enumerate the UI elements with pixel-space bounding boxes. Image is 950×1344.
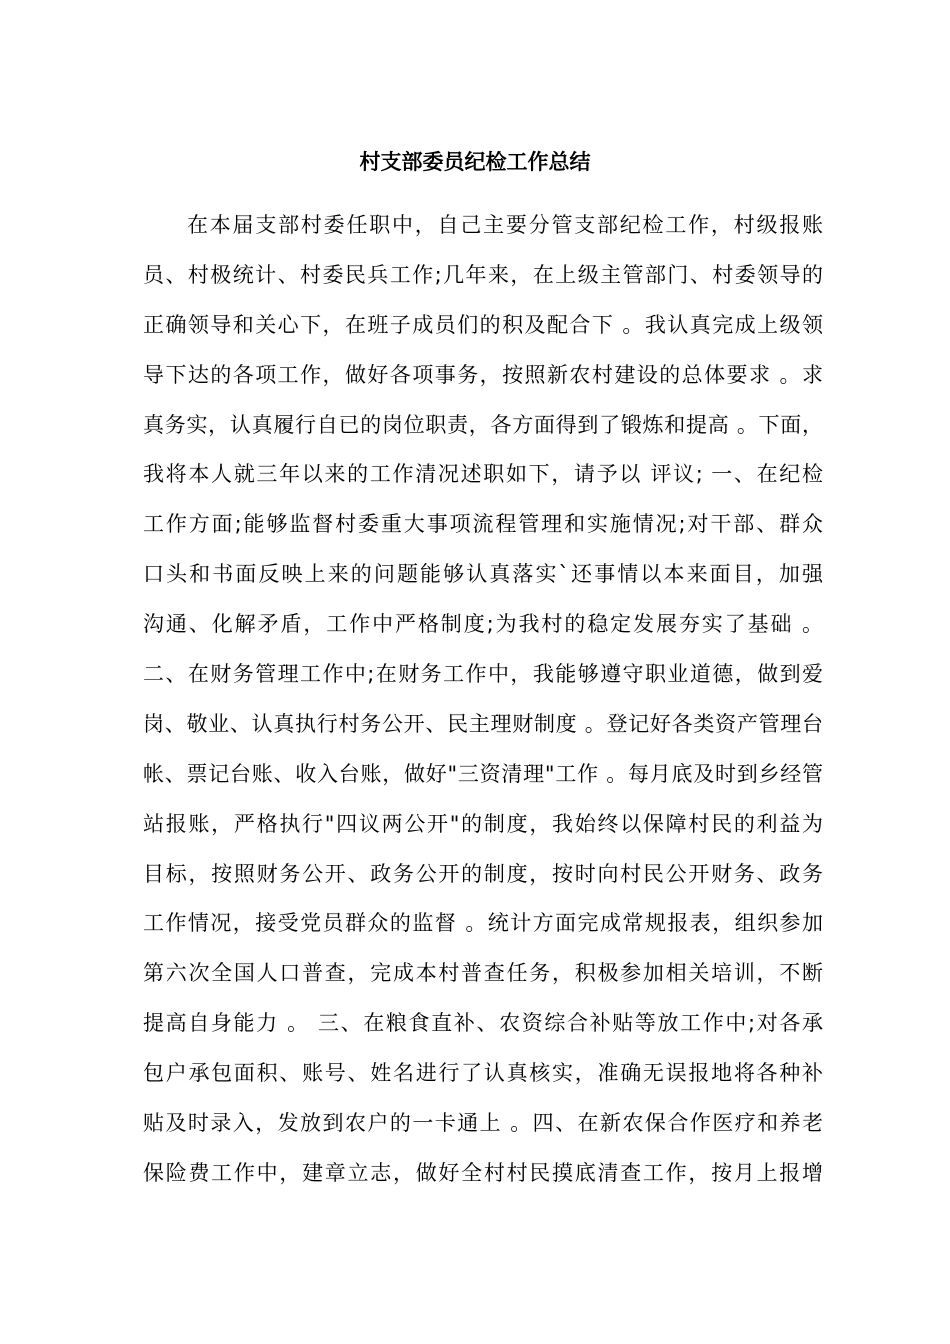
body-line: 员、村极统计、村委民兵工作;几年来，在上级主管部门、村委领导的	[143, 262, 823, 287]
body-line: 口头和书面反映上来的问题能够认真落实`还事情以本来面目，加强	[143, 562, 823, 587]
body-line: 站报账，严格执行"四议两公开"的制度，我始终以保障村民的利益为	[143, 811, 823, 836]
body-line: 岗、敬业、认真执行村务公开、民主理财制度 。登记好各类资产管理台	[143, 711, 823, 736]
body-line: 真务实，认真履行自已的岗位职责，各方面得到了锻炼和提高 。下面，	[143, 412, 823, 437]
body-line: 二、在财务管理工作中;在财务工作中，我能够遵守职业道德，做到爱	[143, 662, 823, 687]
body-line: 目标，按照财务公开、政务公开的制度，按时向村民公开财务、政务	[143, 861, 823, 886]
body-line: 我将本人就三年以来的工作清况述职如下，请予以 评议; 一、在纪检	[143, 462, 823, 487]
body-line: 导下达的各项工作，做好各项事务，按照新农村建设的总体要求 。求	[143, 362, 823, 387]
body-line: 贴及时录入，发放到农户的一卡通上 。四、在新农保合作医疗和养老	[143, 1111, 823, 1136]
body-line: 第六次全国人口普查，完成本村普查任务，积极参加相关培训，不断	[143, 961, 823, 986]
body-line: 包户承包面积、账号、姓名进行了认真核实，准确无误报地将各种补	[143, 1061, 823, 1086]
body-line: 保险费工作中，建章立志，做好全村村民摸底清查工作，按月上报增	[143, 1160, 823, 1185]
body-line: 在本届支部村委任职中，自己主要分管支部纪检工作，村级报账	[187, 213, 823, 237]
body-line: 帐、票记台账、收入台账，做好"三资清理"工作 。每月底及时到乡经管	[143, 761, 823, 786]
body-line: 提高自身能力 。 三、在粮食直补、农资综合补贴等放工作中;对各承	[143, 1011, 823, 1036]
document-body	[143, 205, 823, 1203]
body-line: 正确领导和关心下，在班子成员们的积及配合下 。我认真完成上级领	[143, 312, 823, 337]
body-line: 沟通、化解矛盾，工作中严格制度;为我村的稳定发展夯实了基础 。	[143, 612, 823, 637]
body-line: 工作方面;能够监督村委重大事项流程管理和实施情况;对干部、群众	[143, 512, 823, 537]
document-title: 村支部委员纪检工作总结	[359, 150, 591, 174]
body-line: 工作情况，接受党员群众的监督 。统计方面完成常规报表，组织参加	[143, 911, 823, 936]
